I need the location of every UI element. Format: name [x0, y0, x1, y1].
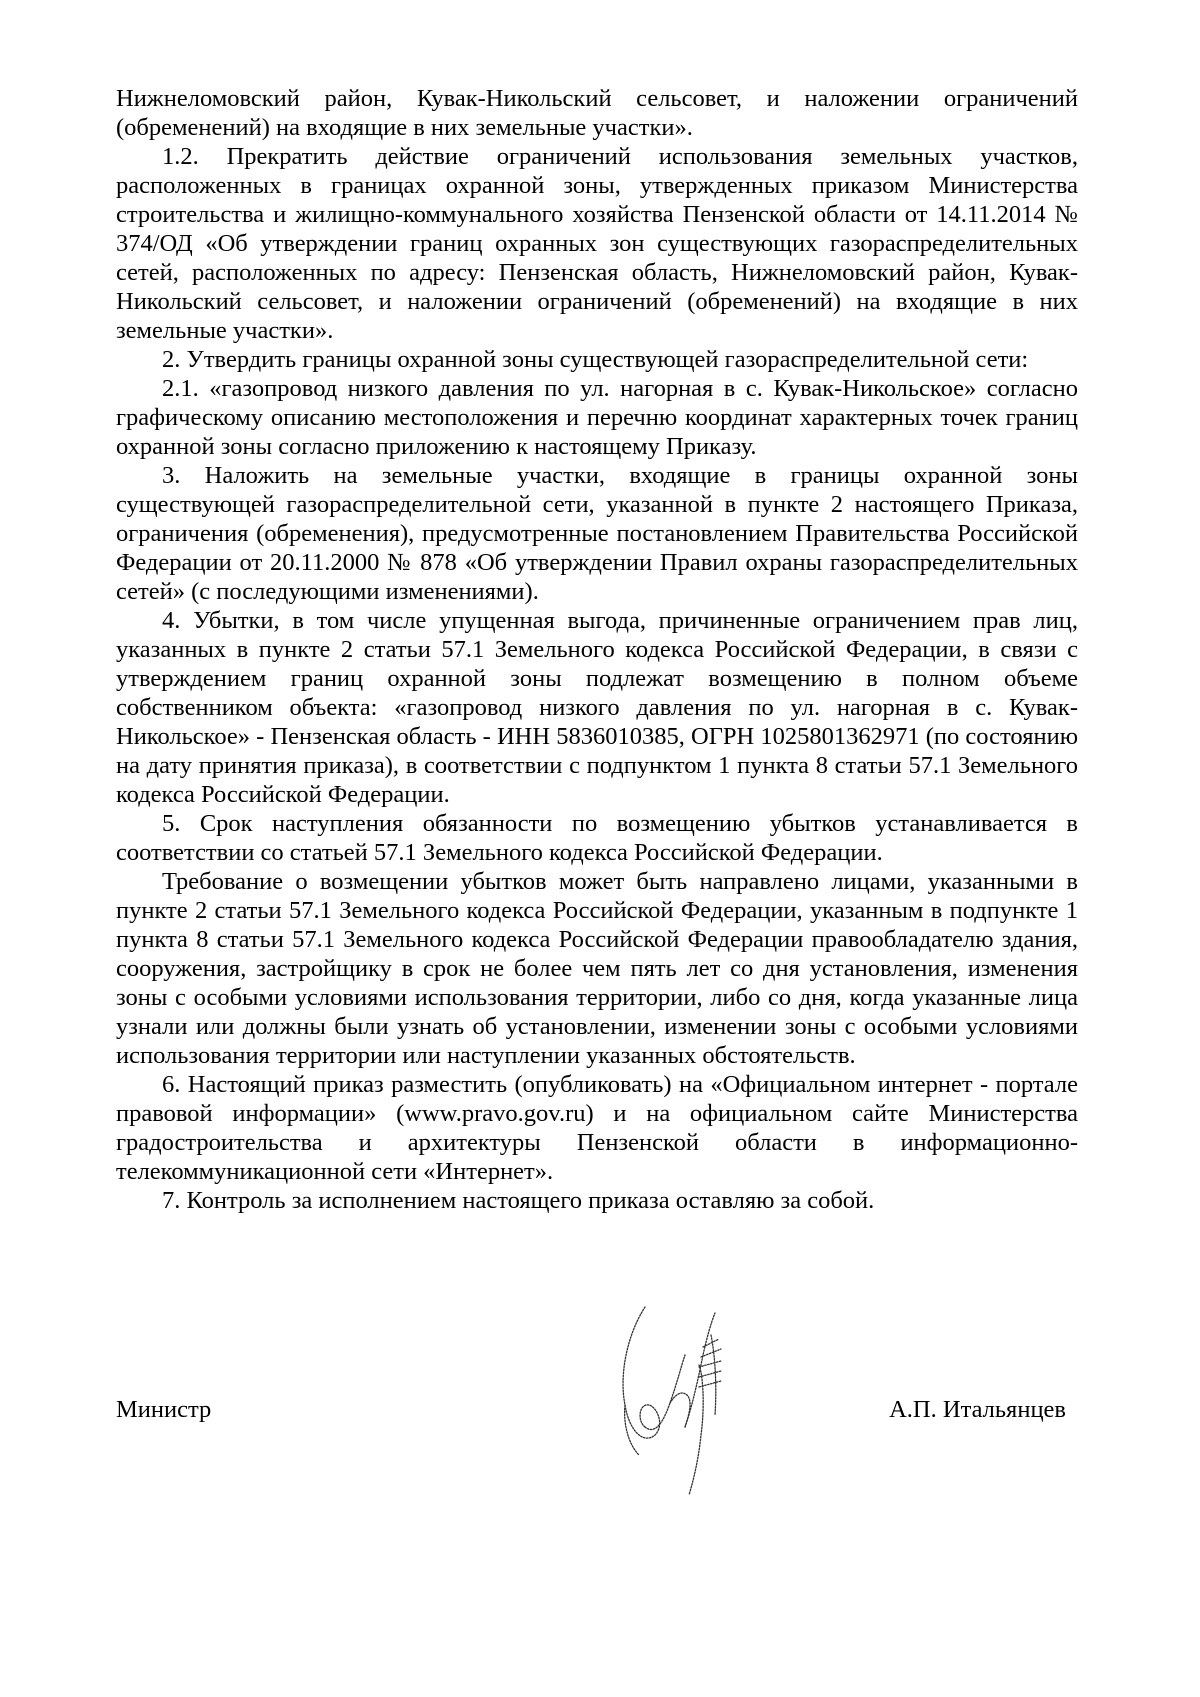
signatory-title: Министр [116, 1396, 212, 1423]
paragraph-6: 6. Настоящий приказ разместить (опубликовать) на «Официальном интернет - портале правовой информации» (www.pravo.gov.ru) и на официальном сайте Министерства градостроительства и архитектуры Пензенской области в информационно-телекоммуникационной сети «Интернет». [116, 1071, 1078, 1185]
handwritten-signature-icon [615, 1295, 750, 1510]
paragraph-continuation: Нижнеломовский район, Кувак-Никольский сельсовет, и наложении ограничений (обременений) на входящие в них земельные участки». [116, 85, 1078, 141]
document-body [116, 84, 1078, 1215]
paragraph-3: 3. Наложить на земельные участки, входящие в границы охранной зоны существующей газораспределительной сети, указанной в пункте 2 настоящего Приказа, ограничения (обременения), предусмотренные постановлением Правительства Российской Федерации от 20.11.2000 № 878 «Об утверждении Правил охраны газораспределительных сетей» (с последующими изменениями). [116, 462, 1078, 605]
paragraph-2: 2. Утвердить границы охранной зоны существующей газораспределительной сети: [162, 346, 1029, 373]
signature-block [116, 1395, 1078, 1435]
signatory-name: А.П. Итальянцев [889, 1396, 1066, 1423]
paragraph-7: 7. Контроль за исполнением настоящего приказа оставляю за собой. [162, 1187, 875, 1214]
paragraph-5: 5. Срок наступления обязанности по возмещению убытков устанавливается в соответствии со статьей 57.1 Земельного кодекса Российской Федерации. [116, 810, 1078, 866]
paragraph-2-1: 2.1. «газопровод низкого давления по ул. нагорная в с. Кувак-Никольское» согласно графическому описанию местоположения и перечню координат характерных точек границ охранной зоны согласно приложению к настоящему Приказу. [116, 375, 1078, 460]
paragraph-5-claim: Требование о возмещении убытков может быть направлено лицами, указанными в пункте 2 статьи 57.1 Земельного кодекса Российской Федерации, указанным в подпункте 1 пункта 8 статьи 57.1 Земельного кодекса Российской Федерации правообладателю здания, сооружения, застройщику в срок не более чем пять лет со дня установления, изменения зоны с особыми условиями использования территории, либо со дня, когда указанные лица узнали или должны были узнать об установлении, изменении зоны с особыми условиями использования территории или наступлении указанных обстоятельств. [116, 868, 1078, 1069]
paragraph-4: 4. Убытки, в том числе упущенная выгода, причиненные ограничением прав лиц, указанных в пункте 2 статьи 57.1 Земельного кодекса Российской Федерации, в связи с утверждением границ охранной зоны подлежат возмещению в полном объеме собственником объекта: «газопровод низкого давления по ул. нагорная в с. Кувак-Никольское» - Пензенская область - ИНН 5836010385, ОГРН 1025801362971 (по состоянию на дату принятия приказа), в соответствии с подпунктом 1 пункта 8 статьи 57.1 Земельного кодекса Российской Федерации. [116, 607, 1078, 808]
paragraph-1-2: 1.2. Прекратить действие ограничений использования земельных участков, расположенных в границах охранной зоны, утвержденных приказом Министерства строительства и жилищно-коммунального хозяйства Пензенской области от 14.11.2014 № 374/ОД «Об утверждении границ охранных зон существующих газораспределительных сетей, расположенных по адресу: Пензенская область, Нижнеломовский район, Кувак-Никольский сельсовет, и наложении ограничений (обременений) на входящие в них земельные участки». [116, 143, 1078, 344]
